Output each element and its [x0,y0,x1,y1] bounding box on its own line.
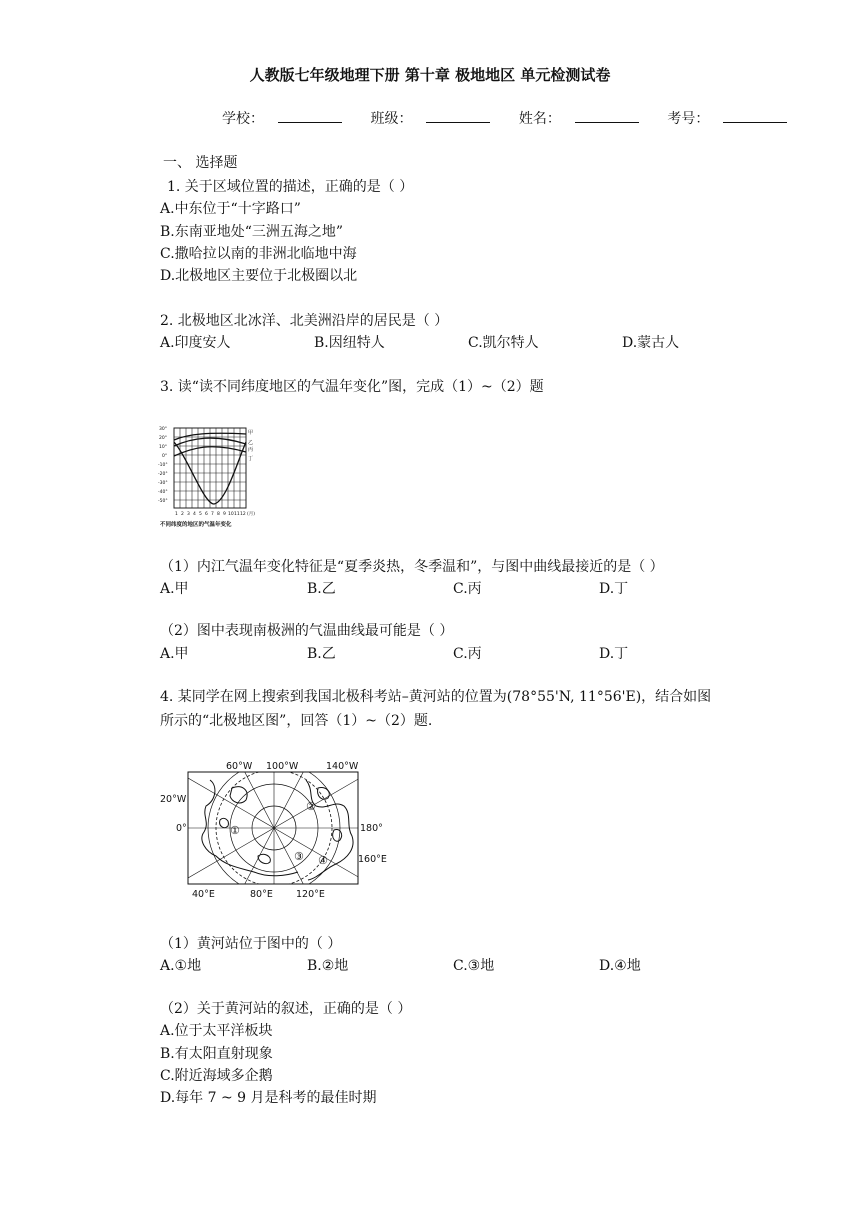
y-tick: -30° [158,481,168,486]
student-info-row [222,108,811,128]
name-blank[interactable] [575,110,639,123]
q3-sub1-option-d[interactable]: D.丁 [599,581,629,597]
lon-label: 100°W [266,761,299,772]
x-unit: (月) [247,512,256,517]
q3-sub1-option-c[interactable]: C.丙 [453,581,482,597]
x-tick: 10 [228,512,234,517]
q2-option-a[interactable]: A.印度安人 [160,335,231,351]
school-label: 学校： [222,111,264,127]
q4-stem-line2: 所示的“北极地区图”，回答（1）~（2）题. [160,713,433,729]
lon-label: 120°E [296,889,325,900]
map-marker-2: ② [306,800,316,813]
q4-sub1-option-d[interactable]: D.④地 [599,958,641,974]
school-blank[interactable] [278,110,342,123]
map-marker-1: ① [230,824,240,837]
map-marker-3: ③ [294,850,304,863]
x-tick: 5 [199,512,202,517]
q2-option-b[interactable]: B.因纽特人 [314,335,385,351]
q2-stem: 2. 北极地区北冰洋、北美洲沿岸的居民是（ ） [160,313,449,329]
q4-sub2-stem: （2）关于黄河站的叙述，正确的是（ ） [160,1001,412,1017]
lon-label: 140°W [326,761,359,772]
lon-label: 20°W [160,794,187,805]
y-tick: 0° [162,454,168,459]
chart-caption: 不同纬度的地区的气温年变化 [160,522,232,528]
name-label: 姓名： [518,111,561,127]
q4-sub1-option-b[interactable]: B.②地 [307,958,349,974]
curve-label: 丙 [248,447,254,453]
q2-option-d[interactable]: D.蒙古人 [622,335,680,351]
exam-number-field[interactable] [667,111,799,127]
page-title: 人教版七年级地理下册 第十章 极地地区 单元检测试卷 [249,66,611,84]
q4-sub1-option-a[interactable]: A.①地 [160,958,202,974]
q4-stem-line1: 4. 某同学在网上搜索到我国北极科考站–黄河站的位置为(78°55'N, 11°56'E)，结合如图 [160,689,712,705]
q3-sub2-option-b[interactable]: B.乙 [307,646,336,662]
curve-label: 丁 [248,456,254,462]
x-tick: 7 [211,512,214,517]
q4-sub2-option-c[interactable]: C.附近海域多企鹅 [160,1068,273,1084]
q3-stem: 3. 读“读不同纬度地区的气温年变化”图，完成（1）~（2）题 [160,379,544,395]
x-tick: 3 [187,512,190,517]
arctic-map-figure [158,760,390,902]
y-tick: -10° [158,463,168,468]
temperature-chart-figure [158,420,268,532]
exam-number-label: 考号： [667,111,710,127]
curve-label: 甲 [248,430,254,436]
lon-label: 60°W [226,761,253,772]
lon-label: 0° [176,823,187,834]
section-heading: 一、 选择题 [163,155,238,171]
q1-option-a[interactable]: A.中东位于“十字路口” [160,201,301,217]
x-tick: 2 [181,512,184,517]
q3-sub2-option-d[interactable]: D.丁 [599,646,629,662]
x-tick: 8 [217,512,220,517]
y-tick: -20° [158,472,168,477]
q3-sub1-option-a[interactable]: A.甲 [160,581,189,597]
x-tick: 9 [223,512,226,517]
class-label: 班级： [370,111,413,127]
x-tick: 4 [193,512,196,517]
y-tick: -50° [158,499,168,504]
q3-sub2-stem: （2）图中表现南极洲的气温曲线最可能是（ ） [160,623,454,639]
q4-sub2-option-d[interactable]: D.每年 7 ~ 9 月是科考的最佳时期 [160,1090,377,1106]
school-field[interactable] [222,111,354,127]
q1-option-d[interactable]: D.北极地区主要位于北极圈以北 [160,268,358,284]
q1-stem: 1. 关于区域位置的描述，正确的是（ ） [167,179,414,195]
y-tick: 30° [159,427,167,432]
q4-sub2-option-b[interactable]: B.有太阳直射现象 [160,1046,273,1062]
q4-sub1-stem: （1）黄河站位于图中的（ ） [160,936,342,952]
q3-sub2-option-a[interactable]: A.甲 [160,646,189,662]
exam-number-blank[interactable] [723,110,787,123]
x-tick: 6 [205,512,208,517]
class-field[interactable] [370,111,502,127]
lon-label: 80°E [250,889,273,900]
lon-label: 160°E [358,854,387,865]
q3-sub1-option-b[interactable]: B.乙 [307,581,336,597]
y-tick: 10° [159,445,167,450]
q2-option-c[interactable]: C.凯尔特人 [468,335,539,351]
q1-option-c[interactable]: C.撒哈拉以南的非洲北临地中海 [160,246,357,262]
y-tick: 20° [159,436,167,441]
q1-option-b[interactable]: B.东南亚地处“三洲五海之地” [160,224,344,240]
x-tick: 11 [234,512,240,517]
curve-label: 乙 [248,440,254,446]
q4-sub1-option-c[interactable]: C.③地 [453,958,495,974]
x-tick: 12 [240,512,246,517]
q4-sub2-option-a[interactable]: A.位于太平洋板块 [160,1023,273,1039]
x-tick: 1 [175,512,178,517]
q3-sub1-stem: （1）内江气温年变化特征是“夏季炎热，冬季温和”，与图中曲线最接近的是（ ） [160,559,664,575]
name-field[interactable] [519,111,651,127]
lon-label: 40°E [192,889,215,900]
class-blank[interactable] [426,110,490,123]
q3-sub2-option-c[interactable]: C.丙 [453,646,482,662]
map-marker-4: ④ [318,854,328,867]
lon-label: 180° [360,823,383,834]
y-tick: -40° [158,490,168,495]
